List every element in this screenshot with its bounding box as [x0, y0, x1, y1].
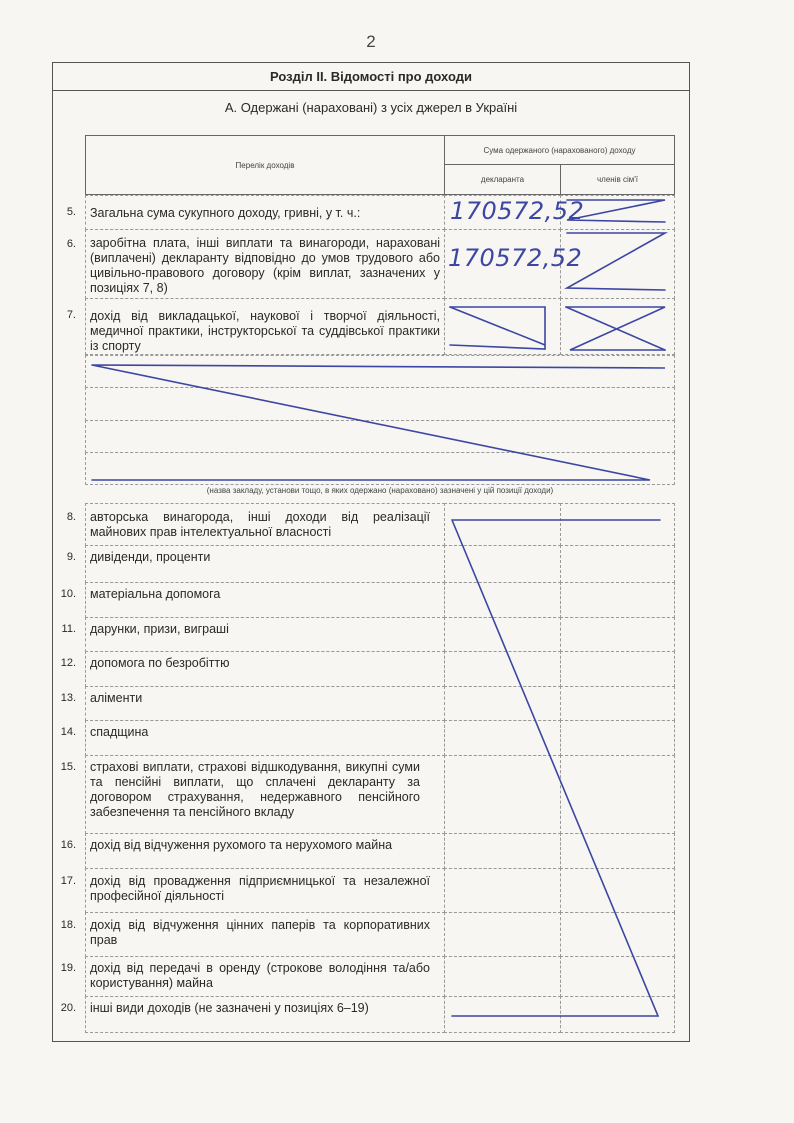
row-description: авторська винагорода, інші доходи від реалізації майнових прав інтелектуальної власності	[90, 510, 430, 539]
strike-line	[92, 365, 665, 480]
header-declarant-label: декларанта	[444, 164, 561, 195]
page-number: 2	[366, 32, 376, 51]
row-number: 17.	[60, 875, 76, 887]
section-title: Розділ II. Відомості про доходи	[53, 63, 689, 91]
row-description: дохід від передачі в оренду (строкове володіння та/або користування) майна	[90, 961, 430, 990]
header-list-label: Перелік доходів	[85, 135, 445, 195]
row-description: матеріальна допомога	[90, 587, 221, 601]
row-description: спадщина	[90, 725, 149, 739]
row-number: 18.	[60, 919, 76, 931]
row-description: дохід від відчуження рухомого та нерухомого майна	[90, 838, 393, 852]
row-number: 9.	[66, 551, 76, 563]
row-number: 8.	[66, 511, 76, 523]
declarant-amount: 170572,52	[448, 244, 583, 272]
row-description: допомога по безробіттю	[90, 656, 230, 670]
row-number: 5.	[66, 206, 76, 218]
row-description: Загальна сума сукупного доходу, гривні, у т. ч.:	[90, 206, 361, 220]
header-amount-label: Сума одержаного (нарахованого) доходу	[444, 135, 675, 165]
subsection-title: А. Одержані (нараховані) з усіх джерел в Україні	[224, 100, 518, 115]
row-number: 7.	[66, 309, 76, 321]
strike-line	[567, 200, 665, 222]
row-description: дивіденди, проценти	[90, 550, 211, 564]
row-description: аліменти	[90, 691, 143, 705]
declarant-amount: 170572,52	[450, 197, 585, 225]
row-number: 11.	[61, 623, 76, 635]
row-number: 10.	[60, 588, 76, 600]
row-number: 6.	[66, 238, 76, 250]
institution-caption: (назва закладу, установи тощо, в яких одержано (нараховано) зазначені у цій позиції доходи)	[206, 486, 554, 495]
row-number: 19.	[60, 962, 76, 974]
row-number: 16.	[60, 839, 76, 851]
strike-line	[450, 307, 545, 345]
row-description-text: заробітна плата, інші виплати та винагороди, нараховані (виплачені) декларанту відповідно до умов трудового або цивільно-правового договору (крім виплат, зазначених у позиціях 7, 8)	[90, 236, 440, 295]
strike-line	[452, 520, 660, 1016]
row-number: 14.	[60, 726, 76, 738]
row-description: дохід від викладацької, наукової і творчої діяльності, медичної практики, інструкторської та суддівської практики із спорту	[90, 309, 440, 353]
row-description: дохід від відчуження цінних паперів та корпоративних прав	[90, 918, 430, 947]
row-description: інші види доходів (не зазначені у позиціях 6–19)	[90, 1001, 369, 1015]
strike-line	[567, 233, 665, 290]
header-family-label: членів сім'ї	[560, 164, 675, 195]
row-number: 13.	[60, 692, 76, 704]
row-number: 15.	[60, 761, 76, 773]
row-number: 12.	[60, 657, 76, 669]
row-description: страхові виплати, страхові відшкодування, викупні суми та пенсійні виплати, що сплачені декларанту за договором страхування, недержавного пенсійного забезпечення та пенсійного вкладу	[90, 760, 420, 819]
row-number: 20.	[60, 1002, 76, 1014]
row-description: дохід від провадження підприємницької та незалежної професійної діяльності	[90, 874, 430, 903]
row-description: дарунки, призи, виграші	[90, 622, 229, 636]
